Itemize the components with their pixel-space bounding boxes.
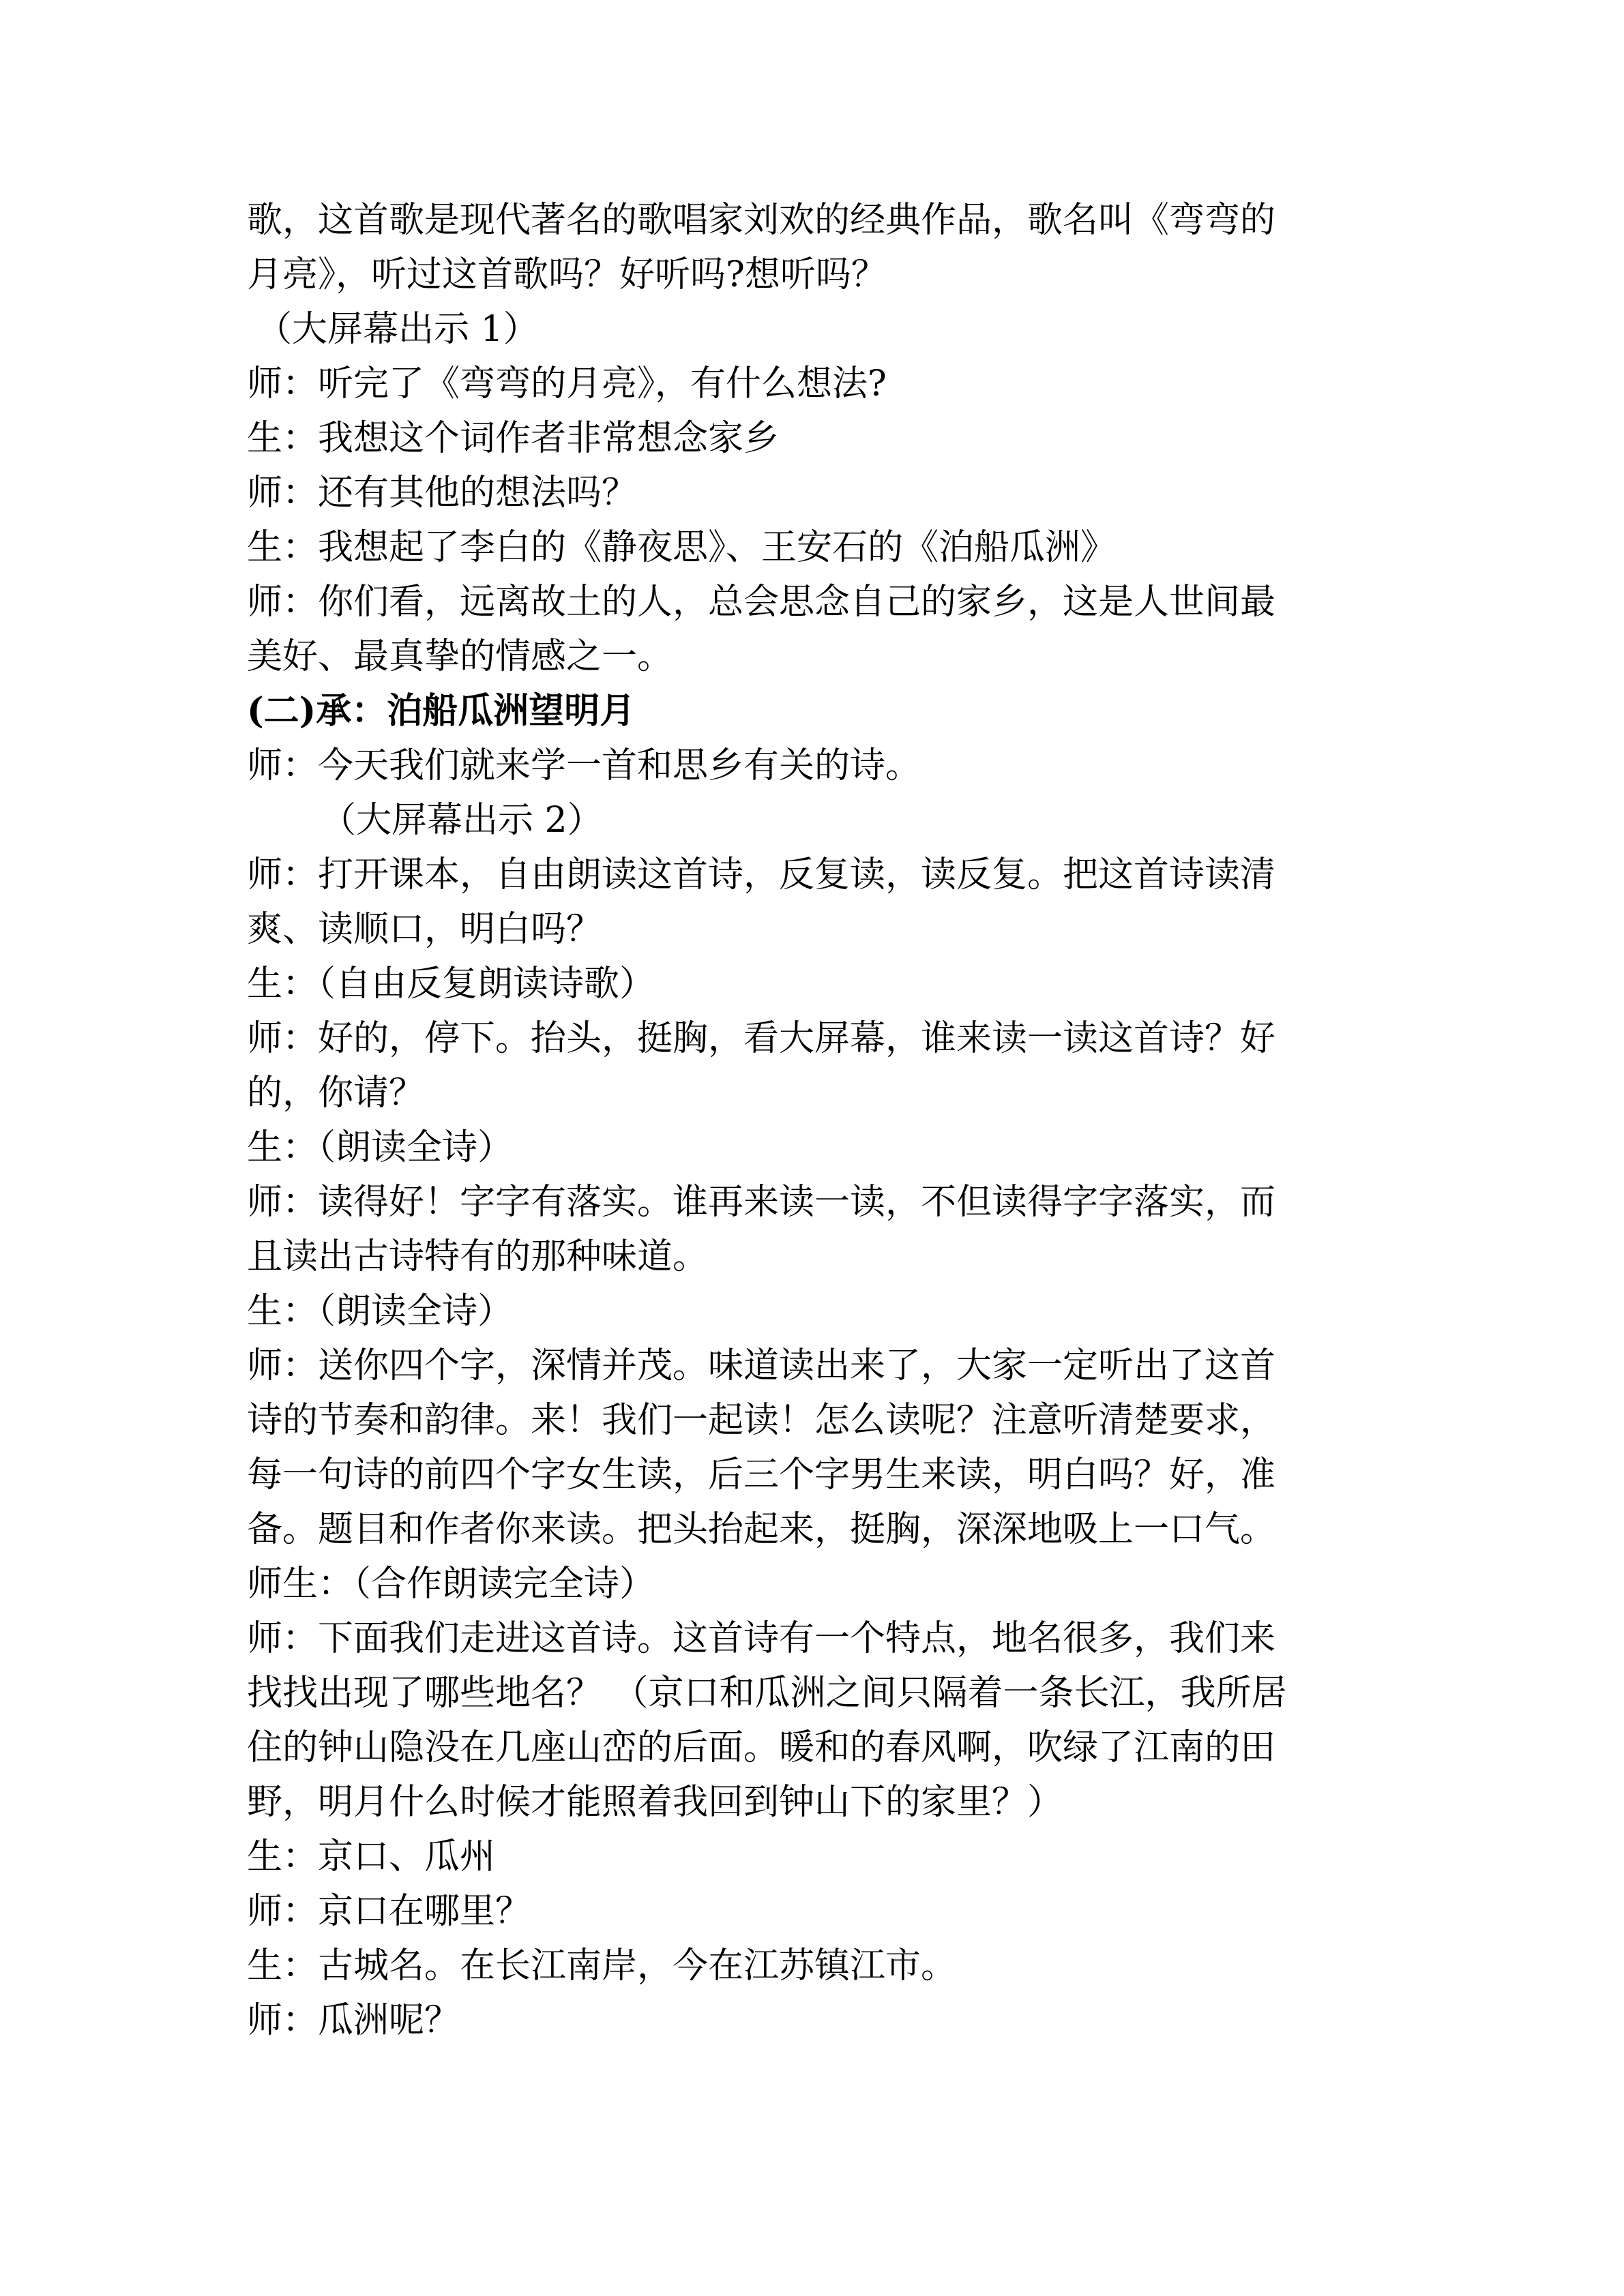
text-line: 找找出现了哪些地名？ （京口和瓜洲之间只隔着一条长江，我所居 [247, 1673, 1287, 1714]
text-line: 且读出古诗特有的那种味道。 [247, 1236, 709, 1277]
text-line: 生：（朗读全诗） [247, 1127, 514, 1168]
text-line: 师：好的，停下。抬头，挺胸，看大屏幕，谁来读一读这首诗？好 [247, 1018, 1276, 1059]
text-line: 美好、最真挚的情感之一。 [247, 636, 673, 677]
text-line: 生：我想这个词作者非常想念家乡 [247, 418, 780, 459]
text-line: 师：今天我们就来学一首和思乡有关的诗。 [247, 745, 921, 786]
text-line: 的，你请？ [247, 1073, 425, 1114]
text-line: 备。题目和作者你来读。把头抬起来，挺胸，深深地吸上一口气。 [247, 1509, 1276, 1550]
section-heading: (二)承：泊船瓜洲望明月 [247, 690, 636, 732]
text-line: 师：京口在哪里？ [247, 1891, 531, 1932]
text-line: 师：打开课本，自由朗读这首诗，反复读，读反复。把这首诗读清 [247, 854, 1276, 895]
text-line: 师：送你四个字，深情并茂。味道读出来了，大家一定听出了这首 [247, 1345, 1276, 1386]
text-line: 生：（自由反复朗读诗歌） [247, 964, 655, 1004]
text-line: 歌，这首歌是现代著名的歌唱家刘欢的经典作品，歌名叫《弯弯的 [247, 200, 1276, 241]
text-line: 生：古城名。在长江南岸，今在江苏镇江市。 [247, 1945, 957, 1986]
text-line: 师：下面我们走进这首诗。这首诗有一个特点，地名很多，我们来 [247, 1618, 1276, 1659]
text-line: 野，明月什么时候才能照着我回到钟山下的家里？） [247, 1782, 1063, 1823]
text-line: （大屏幕出示 2） [321, 800, 603, 841]
text-line: 生：（朗读全诗） [247, 1291, 514, 1332]
text-line: 生：我想起了李白的《静夜思》、王安石的《泊船瓜洲》 [247, 527, 1117, 568]
text-line: 师：瓜洲呢？ [247, 2000, 460, 2041]
text-line: 住的钟山隐没在几座山峦的后面。暖和的春风啊，吹绿了江南的田 [247, 1727, 1276, 1768]
text-line: 每一句诗的前四个字女生读，后三个字男生来读，明白吗？好，准 [247, 1455, 1276, 1495]
text-line: 爽、读顺口，明白吗？ [247, 909, 602, 950]
text-line: 师：还有其他的想法吗？ [247, 473, 638, 513]
text-line: 师生：（合作朗读完全诗） [247, 1564, 655, 1605]
document-body [247, 193, 1379, 2048]
text-line: 月亮》，听过这首歌吗？好听吗?想听吗？ [247, 254, 887, 295]
text-line: （大屏幕出示 1） [256, 309, 539, 350]
text-line: 师：听完了《弯弯的月亮》，有什么想法? [247, 363, 887, 404]
text-line: 诗的节奏和韵律。来！我们一起读！怎么读呢？注意听清楚要求， [247, 1400, 1276, 1441]
text-line: 师：你们看，远离故土的人，总会思念自己的家乡，这是人世间最 [247, 582, 1276, 623]
text-line: 师：读得好！字字有落实。谁再来读一读，不但读得字字落实，而 [247, 1182, 1276, 1223]
text-line: 生：京口、瓜州 [247, 1836, 496, 1877]
